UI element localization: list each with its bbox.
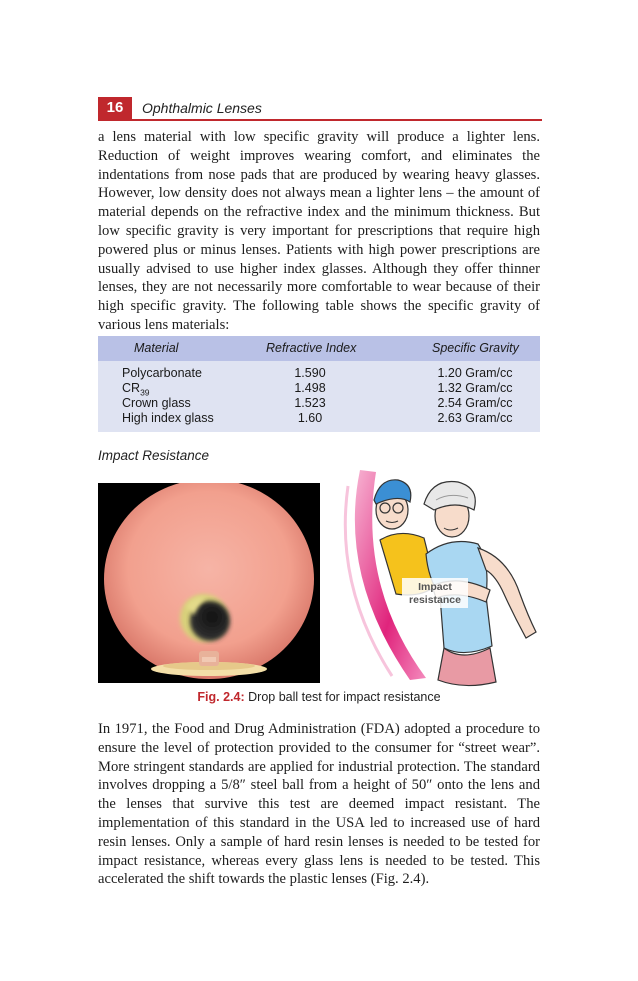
cell-material: High index glass (122, 411, 214, 425)
table-row (98, 366, 540, 381)
table-body (98, 366, 540, 426)
table-header-specific-gravity: Specific Gravity (432, 341, 519, 355)
cell-refractive-index: 1.590 (294, 366, 326, 380)
cell-refractive-index: 1.523 (294, 396, 326, 410)
lens-materials-table (98, 336, 540, 432)
cell-refractive-index: 1.498 (294, 381, 326, 395)
impact-illustration-svg (340, 466, 544, 690)
section-heading: Impact Resistance (98, 448, 210, 463)
drop-ball-photo-svg (98, 483, 320, 683)
lamp-glow (104, 483, 314, 679)
cell-specific-gravity: 1.20 Gram/cc (437, 366, 513, 380)
table-header-material: Material (134, 341, 179, 355)
page-header (98, 97, 542, 119)
header-rule (98, 119, 542, 121)
cell-specific-gravity: 1.32 Gram/cc (437, 381, 513, 395)
cell-material-subscript: 39 (140, 387, 150, 398)
body-paragraph-1: a lens material with low specific gravity will produce a lighter lens. Reduction of weight improves wearing comfort, and eliminates the indentations from nose pads that are produced by wearing heavy glasses. However, low density does not always mean a lighter lens – the amount of material depends on the refractive index and the minimum thickness. But low specific gravity is very important for prescriptions that require high powered plus or minus lenses. Patients with high power prescriptions are usually advised to use higher index glasses. Although they offer thinner lenses, they are not necessarily more comfortable to wear because of their high specific gravity. The following table shows the specific gravity of various lens materials: (98, 129, 540, 333)
table-row (98, 381, 540, 396)
figure-caption (0, 690, 638, 704)
impact-resistance-illustration (340, 466, 544, 690)
cell-refractive-index: 1.60 (297, 411, 323, 425)
table-row (98, 396, 540, 411)
cell-specific-gravity: 2.63 Gram/cc (437, 411, 513, 425)
table-row (98, 411, 540, 426)
drop-ball-test-photo (98, 483, 320, 683)
cell-material: Crown glass (122, 396, 191, 410)
body-paragraph-2: In 1971, the Food and Drug Administration (FDA) adopted a procedure to ensure the level of protection provided to the consumer for “street wear”. More stringent standards are applied for industrial protection. The standard involves dropping a 5/8″ steel ball from a height of 50″ onto the lens and the lenses that survive this test are deemed impact resistant. The implementation of this standard in the USA led to increased use of hard resin lenses. Only a sample of hard resin lenses is needed to be tested for impact resistance, whereas every glass lens is needed to be tested. This accelerated the shift towards the plastic lenses (Fig. 2.4). (98, 721, 540, 888)
caption-text: Drop ball test for impact resistance (248, 690, 441, 704)
impact-label-line2: resistance (409, 594, 461, 606)
impact-label-line1: Impact (418, 581, 452, 593)
running-title: Ophthalmic Lenses (142, 100, 262, 116)
table-header-refractive-index: Refractive Index (266, 341, 357, 355)
cell-material-base: CR (122, 381, 141, 395)
table-header-row (98, 336, 540, 361)
caption-label: Fig. 2.4: (197, 690, 245, 704)
page-number: 16 (98, 97, 132, 119)
cell-specific-gravity: 2.54 Gram/cc (437, 396, 513, 410)
cell-material: Polycarbonate (122, 366, 202, 380)
